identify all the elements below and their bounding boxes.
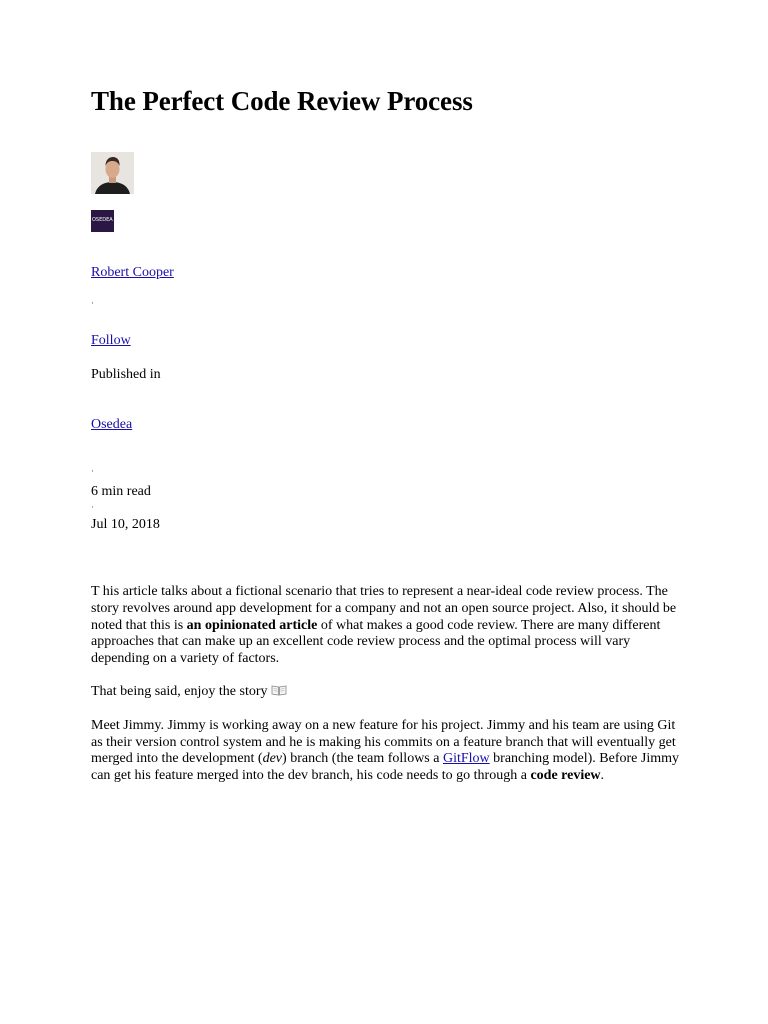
publish-date: Jul 10, 2018 — [91, 517, 160, 532]
publication-logo[interactable] — [91, 210, 114, 232]
separator-dot: · — [91, 298, 94, 308]
published-in-label: Published in — [91, 367, 161, 382]
paragraph-intro: T his article talks about a fictional scenario that tries to represent a near-ideal code review process. The story revolves around app development for a company and not an open source project. Also, it should be noted that this is an opinionated article of what makes a good code review. There are many different approaches that can make up an excellent code review process and the optimal process will vary depending on a variety of factors. — [91, 584, 677, 667]
separator-dot: · — [91, 466, 94, 476]
emphasis-opinionated: an opinionated article — [186, 617, 318, 633]
paragraph-enjoy: That being said, enjoy the story — [91, 684, 681, 702]
gitflow-link[interactable]: GitFlow — [442, 751, 490, 767]
emphasis-code-review: code review — [530, 768, 601, 784]
follow-link[interactable]: Follow — [91, 333, 131, 348]
read-time: 6 min read — [91, 484, 151, 499]
article-title: The Perfect Code Review Process — [91, 86, 473, 116]
book-icon — [271, 684, 287, 702]
publication-link[interactable]: Osedea — [91, 417, 133, 432]
emphasis-dev: dev — [262, 751, 283, 767]
publication-logo-text: OSEDEA — [92, 217, 113, 223]
article-body — [91, 584, 681, 801]
separator-dot: · — [91, 502, 94, 512]
author-avatar[interactable] — [91, 152, 134, 194]
author-link[interactable]: Robert Cooper — [91, 265, 174, 280]
author-photo — [91, 152, 134, 194]
paragraph-meet-jimmy: Meet Jimmy. Jimmy is working away on a new feature for his project. Jimmy and his team are using Git as their version control system and he is making his commits on a feature branch that will eventually get merged into the development (dev) branch (the team follows a GitFlow branching model). Before Jimmy can get his feature merged into the dev branch, his code needs to go through a code review. — [91, 717, 680, 784]
